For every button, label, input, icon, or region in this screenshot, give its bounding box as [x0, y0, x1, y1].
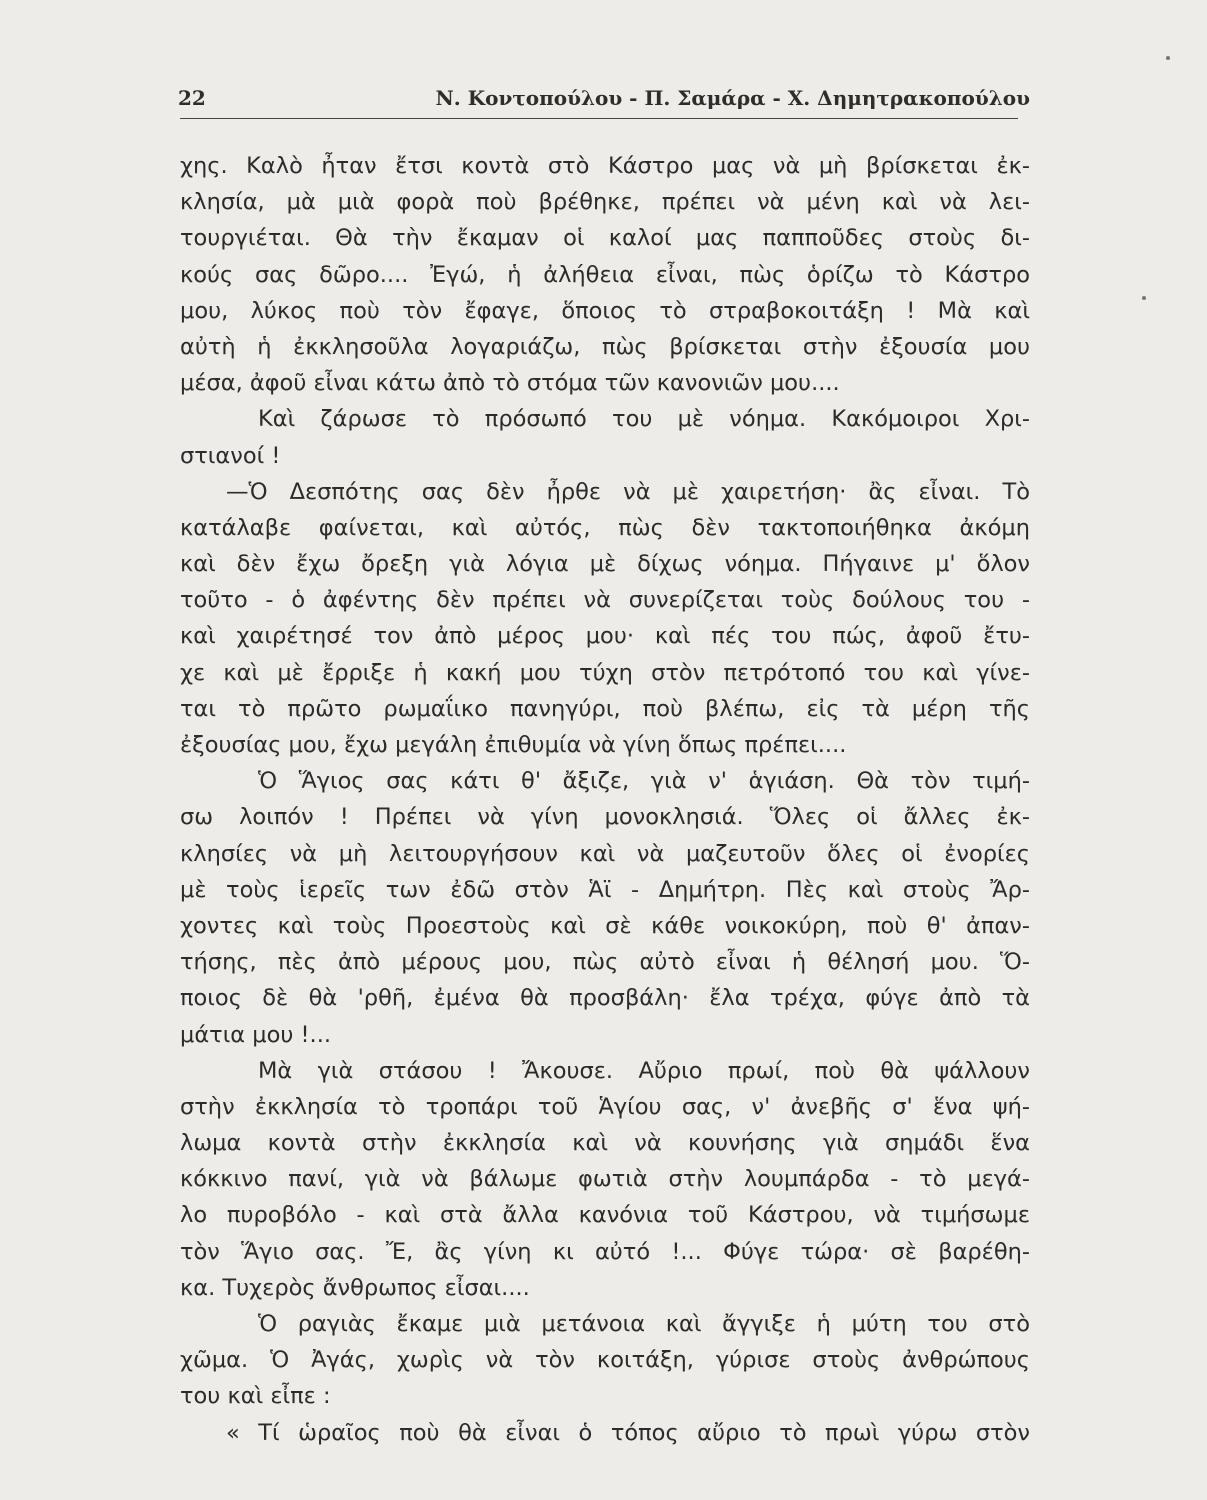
- body-text: [180, 148, 1030, 1451]
- text-line: καὶ δὲν ἔχω ὄρεξη γιὰ λόγια μὲ δίχως νόημα. Πήγαινε μ' ὅλον: [180, 551, 1030, 578]
- text-line: ἐξουσίας μου, ἔχω μεγάλη ἐπιθυμία νὰ γίνη ὅπως πρέπει....: [180, 732, 847, 758]
- page-header: [178, 86, 1030, 116]
- text-line: κα. Τυχερὸς ἄνθρωπος εἶσαι....: [180, 1274, 530, 1301]
- text-line: χης. Καλὸ ἦταν ἔτσι κοντὰ στὸ Κάστρο μας νὰ μὴ βρίσκεται ἐκ-: [180, 153, 1030, 179]
- text-line: —Ὁ Δεσπότης σας δὲν ἦρθε νὰ μὲ χαιρετήση· ἂς εἶναι. Τὸ: [226, 478, 1030, 505]
- text-line: σω λοιπόν ! Πρέπει νὰ γίνη μονοκλησιά. Ὅλες οἱ ἄλλες ἐκ-: [180, 804, 1030, 831]
- text-line: ται τὸ πρῶτο ρωμαΐικο πανηγύρι, ποὺ βλέπω, εἰς τὰ μέρη τῆς: [180, 695, 1030, 722]
- text-line: Ὁ ραγιὰς ἔκαμε μιὰ μετάνοια καὶ ἄγγιξε ἡ μύτη του στὸ: [258, 1311, 1030, 1337]
- text-line: « Τί ὡραῖος ποὺ θὰ εἶναι ὁ τόπος αὔριο τὸ πρωὶ γύρω στὸν: [226, 1419, 1030, 1446]
- text-line: μου, λύκος ποὺ τὸν ἔφαγε, ὅποιος τὸ στραβοκοιτάξη ! Μὰ καὶ: [180, 297, 1030, 324]
- paper-speck: [1166, 56, 1170, 60]
- text-line: χοντες καὶ τοὺς Προεστοὺς καὶ σὲ κάθε νοικοκύρη, ποὺ θ' ἀπαν-: [180, 912, 1030, 939]
- text-line: στιανοί !: [180, 442, 281, 469]
- text-line: λο πυροβόλο - καὶ στὰ ἄλλα κανόνια τοῦ Κάστρου, νὰ τιμήσωμε: [180, 1202, 1030, 1229]
- text-line: κατάλαβε φαίνεται, καὶ αὐτός, πὼς δὲν τακτοποιήθηκα ἀκόμη: [180, 514, 1030, 541]
- running-head: Ν. Κοντοπούλου - Π. Σαμάρα - Χ. Δημητρακοπούλου: [435, 86, 1030, 110]
- text-line: λωμα κοντὰ στὴν ἐκκλησία καὶ νὰ κουνήσης γιὰ σημάδι ἕνα: [180, 1130, 1030, 1157]
- text-line: ποιος δὲ θὰ 'ρθῆ, ἐμένα θὰ προσβάλη· ἔλα τρέχα, φύγε ἀπὸ τὰ: [180, 985, 1030, 1012]
- text-line: κόκκινο πανί, γιὰ νὰ βάλωμε φωτιὰ στὴν λουμπάρδα - τὸ μεγά-: [180, 1166, 1030, 1193]
- text-line: κούς σας δῶρο.... Ἐγώ, ἡ ἀλήθεια εἶναι, πὼς ὁρίζω τὸ Κάστρο: [180, 261, 1030, 288]
- text-line: χῶμα. Ὁ Ἀγάς, χωρὶς νὰ τὸν κοιτάξη, γύρισε στοὺς ἀνθρώπους: [180, 1347, 1030, 1374]
- text-line: χε καὶ μὲ ἔρριξε ἡ κακή μου τύχη στὸν πετρότοπό του καὶ γίνε-: [180, 659, 1030, 686]
- text-line: κλησία, μὰ μιὰ φορὰ ποὺ βρέθηκε, πρέπει νὰ μένη καὶ νὰ λει-: [180, 189, 1030, 216]
- text-line: κλησίες νὰ μὴ λειτουργήσουν καὶ νὰ μαζευτοῦν ὅλες οἱ ἐνορίες: [180, 840, 1030, 867]
- text-line: Καὶ ζάρωσε τὸ πρόσωπό του μὲ νόημα. Κακόμοιροι Χρι-: [258, 406, 1030, 433]
- paper-speck: [1142, 296, 1146, 300]
- text-line: τήσης, πὲς ἀπὸ μέρους μου, πὼς αὐτὸ εἶναι ἡ θέλησή μου. Ὅ-: [180, 949, 1030, 976]
- page-number: 22: [178, 86, 206, 110]
- text-line: τὸν Ἅγιο σας. Ἔ, ἂς γίνη κι αὐτό !... Φύγε τώρα· σὲ βαρέθη-: [180, 1238, 1030, 1265]
- text-line: μάτια μου !...: [180, 1021, 332, 1048]
- text-line: αὐτὴ ἡ ἐκκλησοῦλα λογαριάζω, πὼς βρίσκεται στὴν ἐξουσία μου: [180, 333, 1030, 360]
- text-line: Ὁ Ἅγιος σας κάτι θ' ἄξιζε, γιὰ ν' ἁγιάση. Θὰ τὸν τιμή-: [258, 768, 1030, 795]
- text-line: του καὶ εἶπε :: [180, 1383, 331, 1410]
- text-line: Μὰ γιὰ στάσου ! Ἄκουσε. Αὔριο πρωί, ποὺ θὰ ψάλλουν: [258, 1057, 1030, 1084]
- text-line: τοῦτο - ὁ ἀφέντης δὲν πρέπει νὰ συνερίζεται τοὺς δούλους του -: [180, 587, 1030, 614]
- text-line: στὴν ἐκκλησία τὸ τροπάρι τοῦ Ἁγίου σας, ν' ἀνεβῆς σ' ἕνα ψή-: [180, 1093, 1030, 1120]
- text-line: καὶ χαιρέτησέ τον ἀπὸ μέρος μου· καὶ πές του πώς, ἀφοῦ ἔτυ-: [180, 623, 1030, 650]
- text-line: τουργιέται. Θὰ τὴν ἔκαμαν οἱ καλοί μας παπποῦδες στοὺς δι-: [180, 225, 1030, 252]
- text-line: μέσα, ἀφοῦ εἶναι κάτω ἀπὸ τὸ στόμα τῶν κανονιῶν μου....: [180, 370, 840, 397]
- header-rule: [180, 118, 1018, 119]
- text-line: μὲ τοὺς ἱερεῖς των ἐδῶ στὸν Ἁϊ - Δημήτρη. Πὲς καὶ στοὺς Ἄρ-: [180, 876, 1030, 903]
